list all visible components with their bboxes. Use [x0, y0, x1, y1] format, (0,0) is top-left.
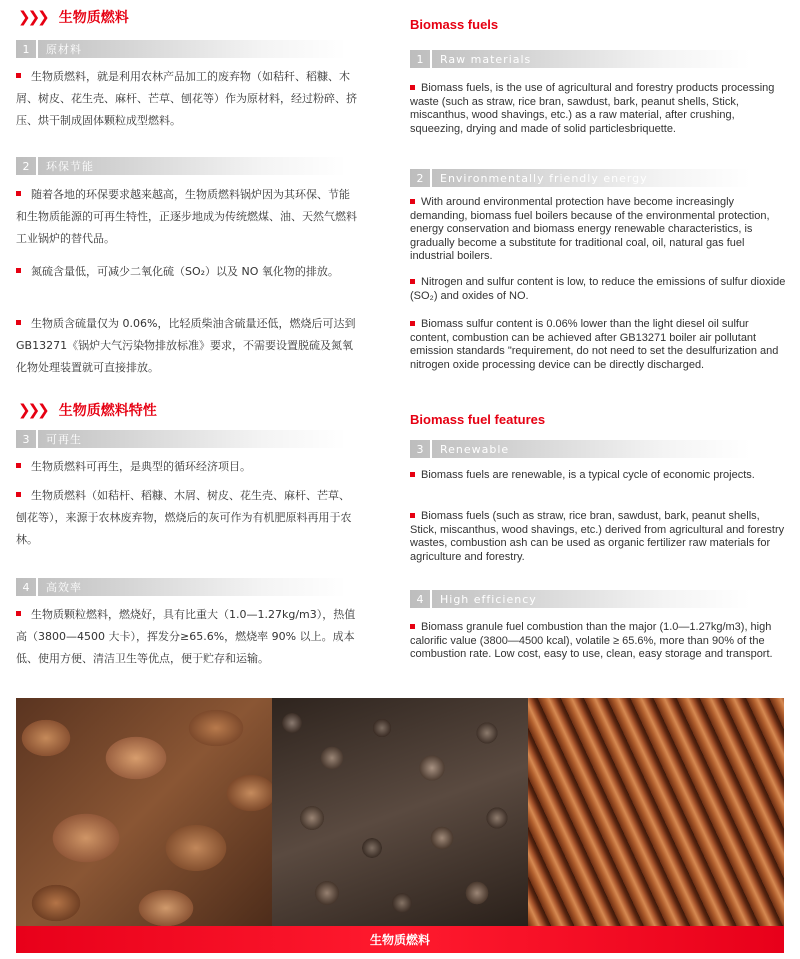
right-item-3-para-1 — [410, 469, 786, 483]
bullet-icon — [410, 624, 415, 629]
left-item-1-bar — [16, 40, 346, 58]
paragraph-text: Biomass fuels (such as straw, rice bran, sawdust, bark, peanut shells, Stick, miscanthus, wood shavings, etc.) derived from agricultural and forestry wastes, combustion ash can be used as organic fertilizer raw materials for agriculture and forestry. — [410, 510, 785, 563]
paragraph-text: 生物质含硫量仅为 0.06%，比轻质柴油含硫量还低，燃烧后可达到 GB13271《锅炉大气污染物排放标准》要求，不需要设置脱硫及氮氧化物处理装置就可直接排放。 — [16, 317, 356, 374]
chevron-right-icon: ❯❯❯ — [18, 8, 47, 26]
right-item-4-bar — [410, 590, 750, 608]
bullet-icon — [16, 320, 21, 325]
bullet-icon — [410, 321, 415, 326]
paragraph-text: 随着各地的环保要求越来越高，生物质燃料锅炉因为其环保、节能和生物质能源的可再生特性，正逐步地成为传统燃煤、油、天然气燃料工业锅炉的替代品。 — [16, 188, 357, 245]
right-section-2-title: Biomass fuel features — [410, 412, 546, 427]
left-section-2-title: 生物质燃料特性 — [58, 403, 157, 419]
item-number: 2 — [22, 159, 30, 173]
item-label: 环保节能 — [46, 160, 94, 173]
right-item-3-bar — [410, 440, 750, 458]
paragraph-text: 生物质燃料（如秸杆、稻糠、木屑、树皮、花生壳、麻杆、芒草、刨花等），来源于农林废弃物，燃烧后的灰可作为有机肥原料再用于农林。 — [16, 489, 352, 546]
wood-chips-photo — [16, 698, 272, 926]
nut-shells-photo — [272, 698, 528, 926]
item-label: 原材料 — [46, 43, 82, 56]
right-item-2-bar — [410, 169, 750, 187]
bullet-icon — [16, 191, 21, 196]
left-section-2-heading — [18, 400, 157, 420]
bullet-icon — [410, 472, 415, 477]
right-item-3-para-2 — [410, 510, 786, 564]
photo-caption: 生物质燃料 — [16, 926, 784, 953]
bullet-icon — [16, 268, 21, 273]
left-item-4-para-1 — [16, 604, 360, 670]
bullet-icon — [410, 513, 415, 518]
left-section-1-heading — [18, 7, 129, 27]
item-label: 高效率 — [46, 581, 82, 594]
item-label: Renewable — [440, 442, 510, 456]
bullet-icon — [410, 199, 415, 204]
item-label: Raw materials — [440, 52, 532, 66]
right-item-2-para-3 — [410, 318, 786, 372]
item-label: Environmentally friendly energy — [440, 171, 648, 185]
right-section-1-title: Biomass fuels — [410, 17, 499, 32]
left-item-2-para-2 — [16, 261, 360, 283]
paragraph-text: With around environmental protection have become increasingly demanding, biomass fuel boilers because of the environmental protection, energy conservation and biomass energy renewable characteristics, is gradually become a substitute for traditional coal, oil, natural gas fuel industrial boilers. — [410, 196, 770, 262]
left-item-2-bar — [16, 157, 346, 175]
item-number: 4 — [416, 592, 424, 606]
right-item-4-para-1 — [410, 621, 786, 662]
bullet-icon — [410, 279, 415, 284]
right-item-1-para-1 — [410, 82, 786, 136]
left-item-2-para-1 — [16, 184, 360, 250]
paragraph-text: 生物质燃料，就是利用农林产品加工的废弃物（如秸秆、稻糠、木屑、树皮、花生壳、麻杆、芒草、刨花等）作为原材料，经过粉碎、挤压、烘干制成固体颗粒成型燃料。 — [16, 70, 357, 127]
paragraph-text: Biomass fuels, is the use of agricultural and forestry products processing waste (such as straw, rice bran, sawdust, bark, peanut shells, Stick, miscanthus, wood shavings, etc.) as a raw material, after crushing, squeezing, drying and made of solid particlesbriquette. — [410, 82, 775, 135]
item-number: 2 — [416, 171, 424, 185]
bullet-icon — [16, 611, 21, 616]
right-item-1-bar — [410, 50, 750, 68]
left-item-1-para-1 — [16, 66, 360, 132]
left-section-1-title: 生物质燃料 — [58, 10, 129, 26]
paragraph-text: Biomass sulfur content is 0.06% lower than the light diesel oil sulfur content, combustion can be achieved after GB13271 boiler air pollutant emission standards "requirement, do not need to set the desulfurization and nitrogen oxide processing device can be directly discharged. — [410, 318, 779, 371]
item-label: High efficiency — [440, 592, 537, 606]
left-item-4-bar — [16, 578, 346, 596]
left-item-3-para-2 — [16, 485, 360, 551]
right-item-2-para-2 — [410, 276, 786, 303]
item-number: 3 — [22, 432, 30, 446]
paragraph-text: Nitrogen and sulfur content is low, to reduce the emissions of sulfur dioxide (SO₂) and oxides of NO. — [410, 276, 786, 302]
paragraph-text: 氮硫含量低，可减少二氧化硫（SO₂）以及 NO 氧化物的排放。 — [31, 265, 339, 278]
paragraph-text: 生物质燃料可再生，是典型的循环经济项目。 — [31, 460, 251, 473]
left-item-3-bar — [16, 430, 346, 448]
left-item-2-para-3 — [16, 313, 360, 379]
item-number: 1 — [416, 52, 424, 66]
biomass-photo-strip — [16, 698, 784, 926]
paragraph-text: Biomass granule fuel combustion than the major (1.0—1.27kg/m3), high calorific value (3800—4500 kcal), volatile ≥ 65.6%, more than 90% of the combustion rate. Low cost, easy to use, clean, easy storage and transport. — [410, 621, 773, 660]
bullet-icon — [16, 73, 21, 78]
item-number: 3 — [416, 442, 424, 456]
item-label: 可再生 — [46, 433, 82, 446]
item-number: 4 — [22, 580, 30, 594]
chevron-right-icon: ❯❯❯ — [18, 401, 47, 419]
left-item-3-para-1 — [16, 456, 360, 478]
paragraph-text: 生物质颗粒燃料，燃烧好，具有比重大（1.0—1.27kg/m3），热值高（3800—4500 大卡），挥发分≥65.6%，燃烧率 90% 以上。成本低、使用方便、清洁卫生等优点，便于贮存和运输。 — [16, 608, 356, 665]
bullet-icon — [16, 492, 21, 497]
bullet-icon — [410, 85, 415, 90]
paragraph-text: Biomass fuels are renewable, is a typical cycle of economic projects. — [421, 469, 755, 481]
right-item-2-para-1 — [410, 196, 786, 264]
bullet-icon — [16, 463, 21, 468]
item-number: 1 — [22, 42, 30, 56]
wood-pellets-photo — [528, 698, 784, 926]
